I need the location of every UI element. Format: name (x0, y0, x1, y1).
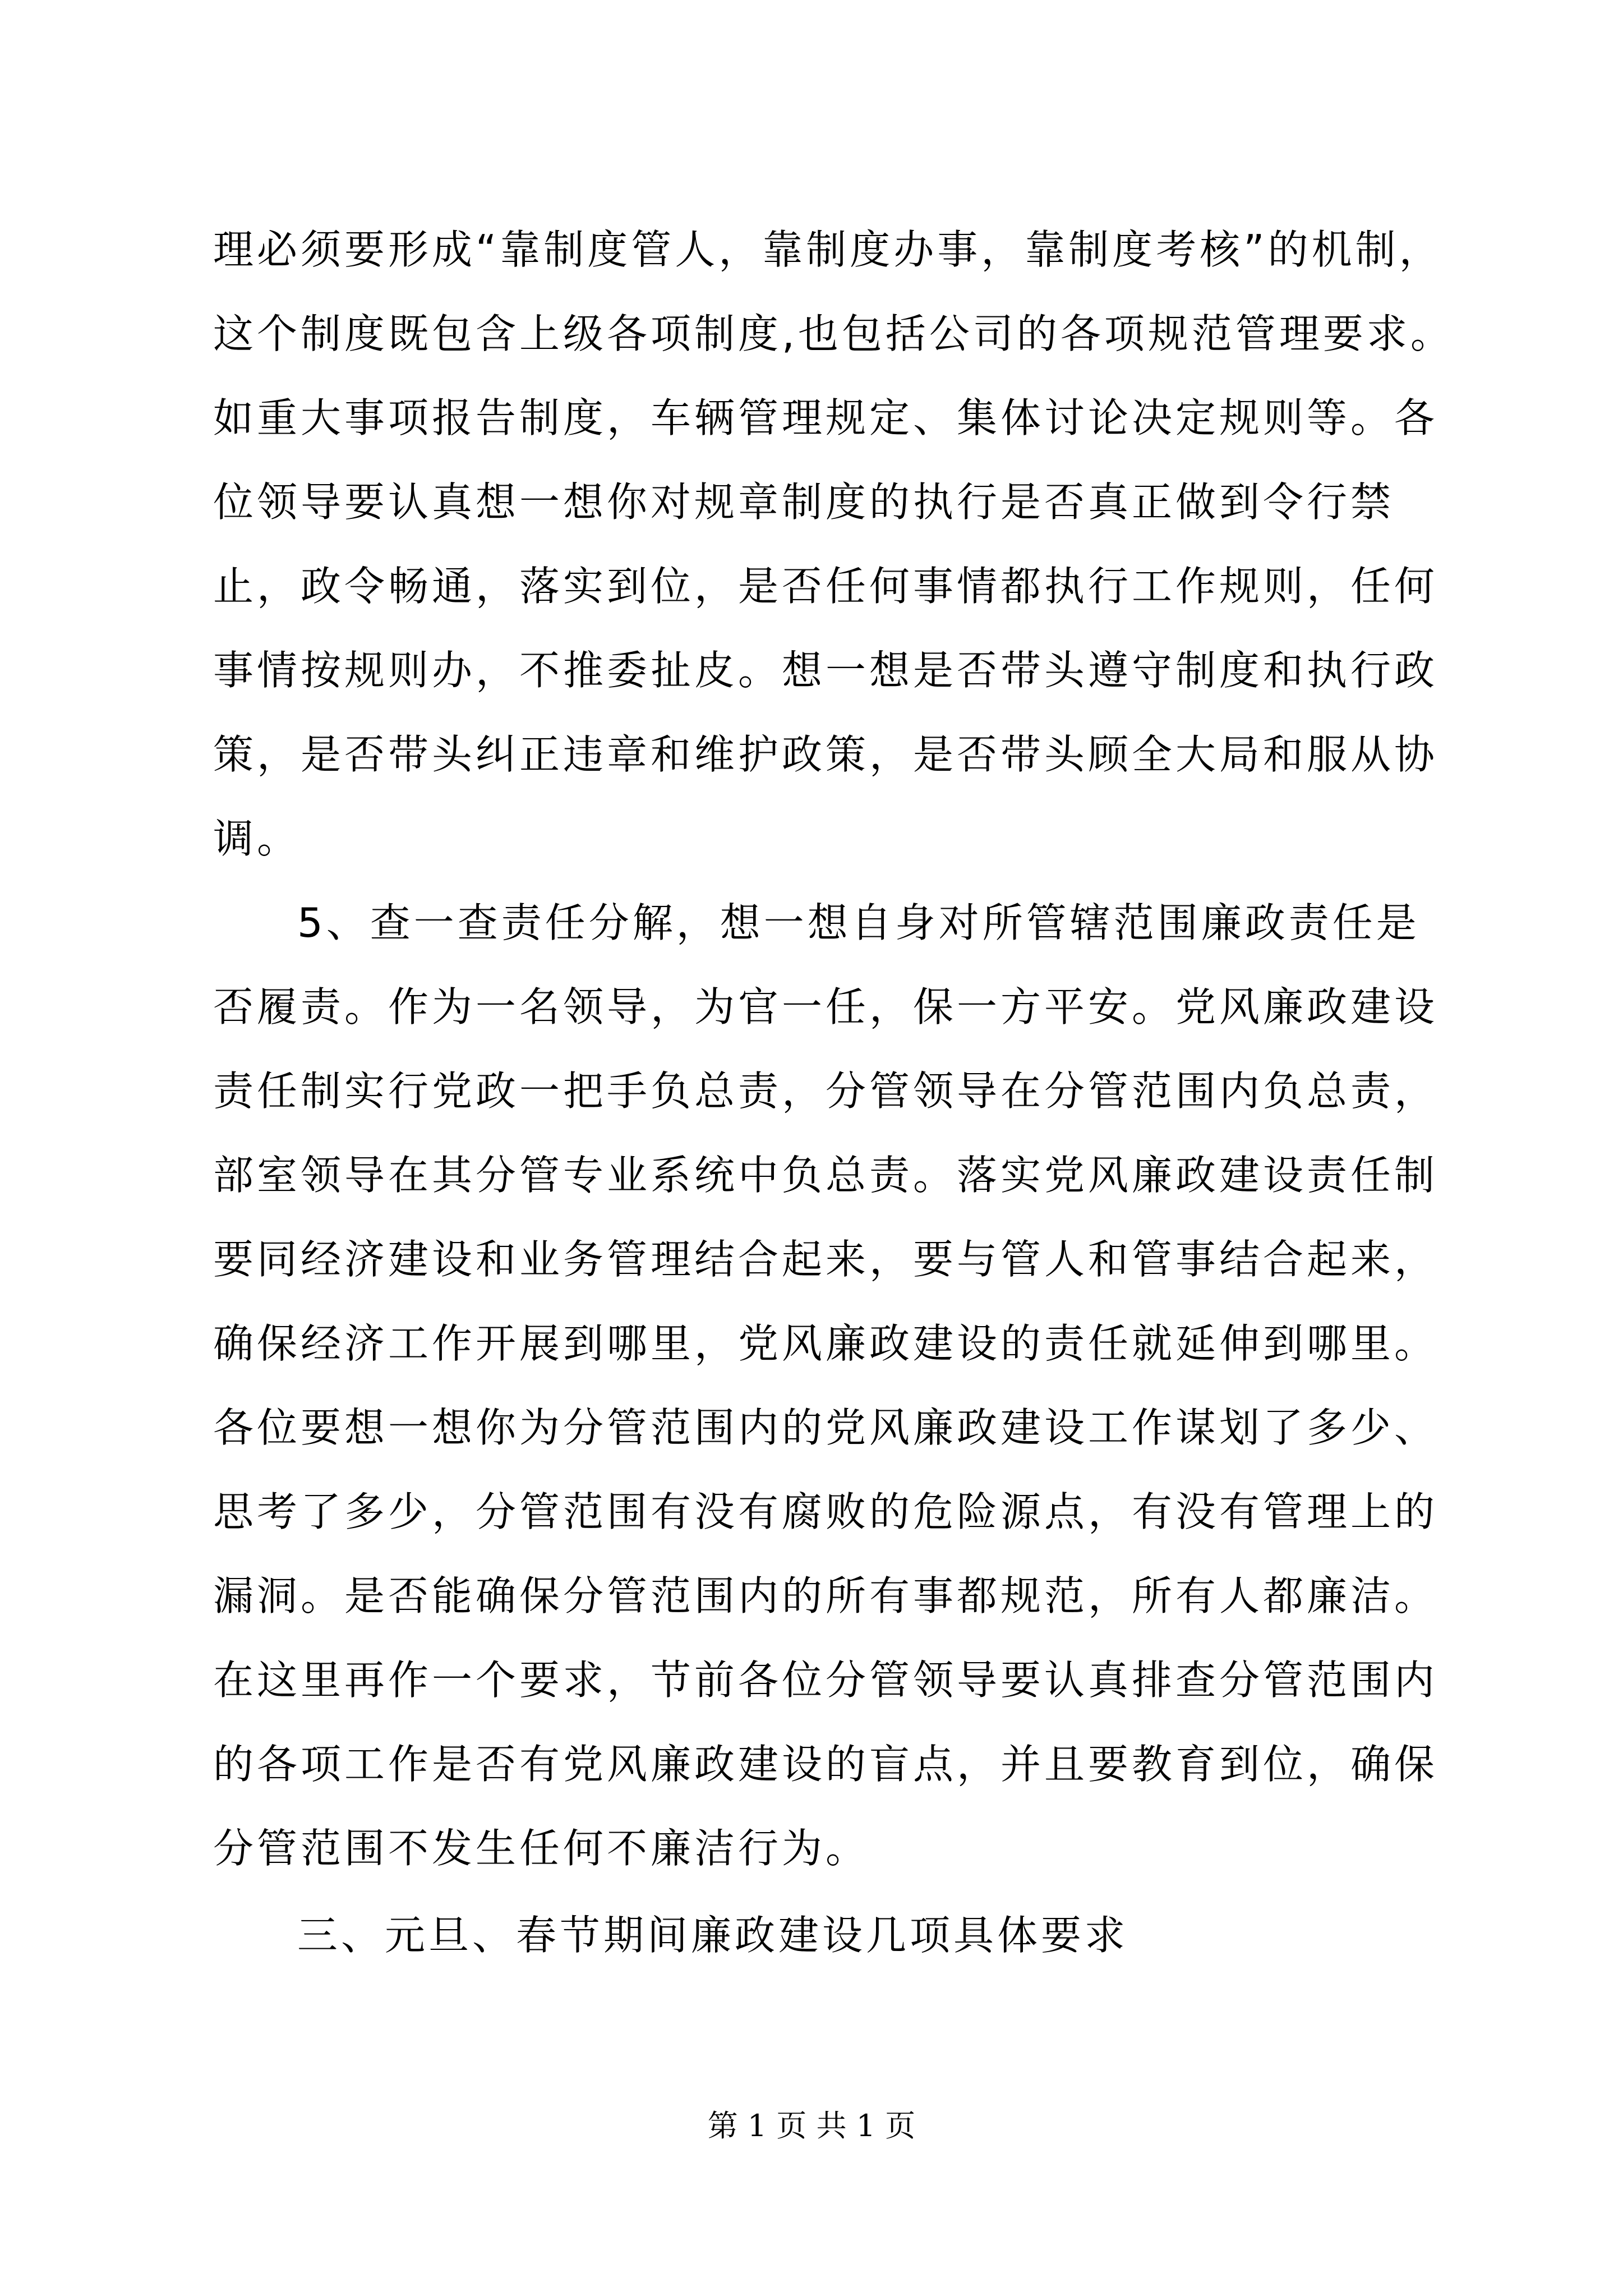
body-line: 理必须要形成“靠制度管人，靠制度办事，靠制度考核”的机制， (213, 226, 1443, 273)
body-line: 在这里再作一个要求，节前各位分管领导要认真排查分管范围内 (213, 1657, 1438, 1704)
body-line: 这个制度既包含上级各项制度,也包括公司的各项规范管理要求。 (213, 310, 1454, 357)
body-line: 思考了多少，分管范围有没有腐败的危险源点，有没有管理上的 (213, 1488, 1438, 1535)
body-line: 止，政令畅通，落实到位，是否任何事情都执行工作规则，任何 (213, 563, 1438, 610)
body-line: 策，是否带头纠正违章和维护政策，是否带头顾全大局和服从协 (213, 731, 1438, 778)
body-line: 调。 (213, 815, 301, 862)
body-line: 事情按规则办，不推委扯皮。想一想是否带头遵守制度和执行政 (213, 647, 1438, 694)
body-line: 否履责。作为一名领导，为官一任，保一方平安。党风廉政建设 (213, 983, 1438, 1030)
body-line: 责任制实行党政一把手负总责，分管领导在分管范围内负总责， (213, 1068, 1438, 1115)
body-line: 分管范围不发生任何不廉洁行为。 (213, 1825, 870, 1872)
body-line: 如重大事项报告制度，车辆管理规定、集体讨论决定规则等。各 (213, 394, 1438, 441)
body-line: 要同经济建设和业务管理结合起来，要与管人和管事结合起来， (213, 1236, 1438, 1283)
body-line: 部室领导在其分管专业系统中负总责。落实党风廉政建设责任制 (213, 1152, 1438, 1199)
paragraph-5-first-line: 5、查一查责任分解，想一想自身对所管辖范围廉政责任是 (297, 899, 1420, 946)
page-footer: 第 1 页 共 1 页 (707, 2108, 916, 2143)
body-line: 各位要想一想你为分管范围内的党风廉政建设工作谋划了多少、 (213, 1404, 1438, 1451)
body-line: 位领导要认真想一想你对规章制度的执行是否真正做到令行禁 (213, 478, 1395, 526)
body-line: 确保经济工作开展到哪里，党风廉政建设的责任就延伸到哪里。 (213, 1320, 1438, 1367)
body-line: 漏洞。是否能确保分管范围内的所有事都规范，所有人都廉洁。 (213, 1572, 1438, 1619)
body-line: 的各项工作是否有党风廉政建设的盲点，并且要教育到位，确保 (213, 1741, 1438, 1788)
section-heading: 三、元旦、春节期间廉政建设几项具体要求 (297, 1912, 1129, 1959)
